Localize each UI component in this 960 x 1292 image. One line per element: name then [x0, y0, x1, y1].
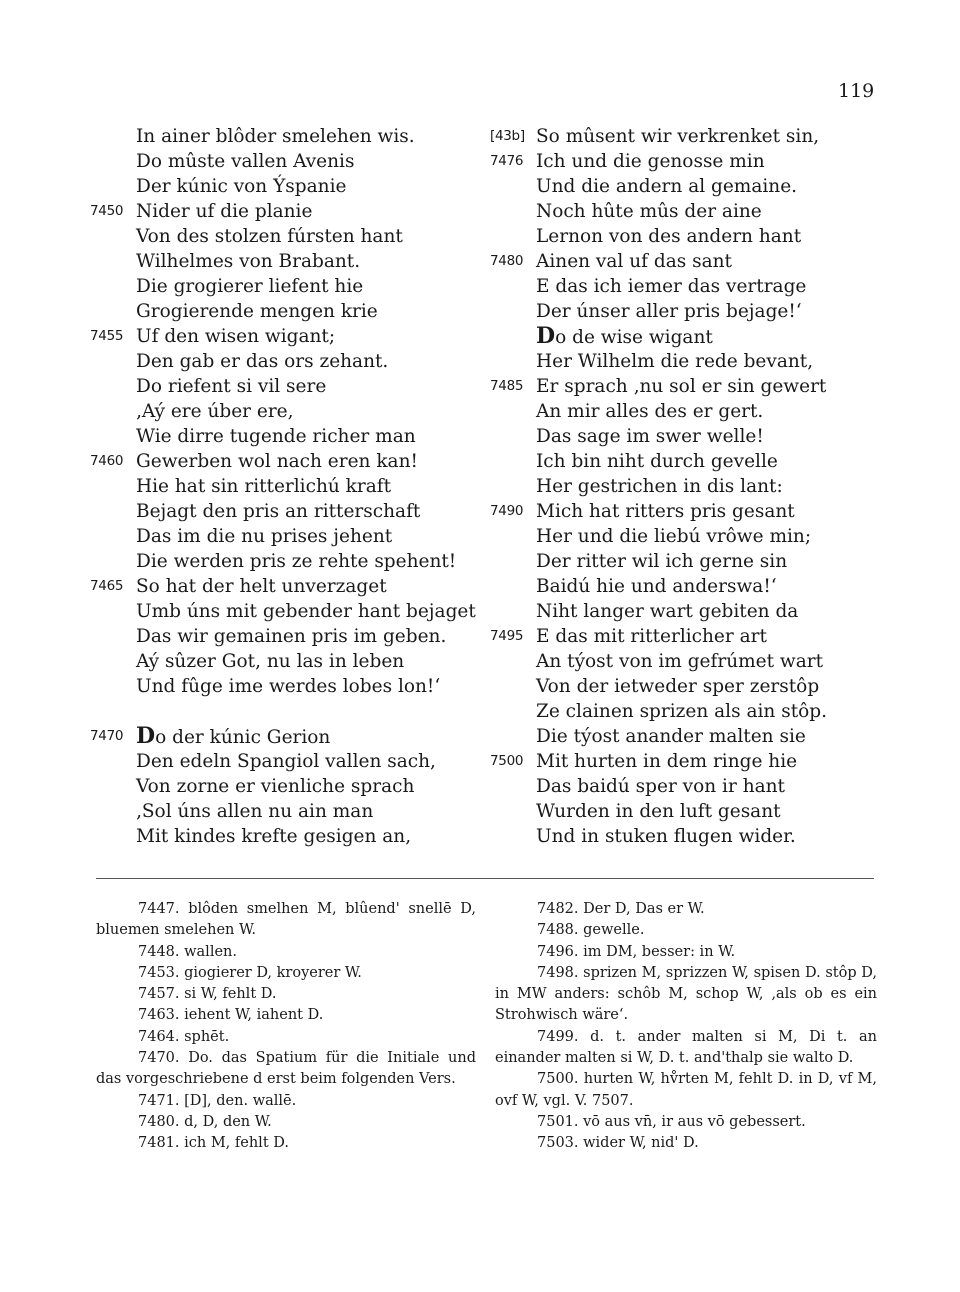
verse-text [536, 374, 826, 399]
verse-text [136, 824, 411, 849]
verse-words: Ze clainen sprizen als ain stôp. [536, 701, 828, 722]
verse-line [90, 699, 490, 724]
verse-words: Hie hat sin ritterlichú kraft [136, 476, 392, 497]
verse-line [90, 624, 490, 649]
verse-text [536, 324, 713, 350]
verse-line [90, 124, 490, 149]
line-number: 7476 [490, 153, 524, 169]
verse-words: Der únser aller pris bejage!‘ [536, 301, 802, 322]
verse-words: Der ritter wil ich gerne sin [536, 551, 788, 572]
footnote: 7464. sphēt. [138, 1028, 230, 1045]
verse-line [90, 374, 490, 399]
verse-text [136, 449, 418, 474]
verse-words: o der kúnic Gerion [155, 727, 331, 748]
line-number: 7460 [90, 453, 124, 469]
footnote: 7453. giogierer D, kroyerer W. [138, 964, 362, 981]
verse-words: An týost von im gefrúmet wart [536, 651, 824, 672]
verse-text [536, 349, 813, 374]
verse-line [90, 824, 490, 849]
verse-text [136, 324, 335, 349]
verse-line [490, 824, 890, 849]
line-number: 7450 [90, 203, 124, 219]
verse-words: Ich und die genosse min [536, 151, 765, 172]
verse-text [536, 549, 787, 574]
verse-text [536, 299, 802, 324]
verse-line [490, 224, 890, 249]
verse-text [136, 574, 387, 599]
verse-line [90, 524, 490, 549]
verse-text [136, 724, 330, 750]
footnote: 7457. si W, fehlt D. [138, 986, 277, 1003]
verse-words: Das im die nu prises jehent [136, 526, 393, 547]
verse-line [90, 724, 490, 749]
footnote: 7501. vō aus vn̄, ir aus vō gebessert. [537, 1113, 806, 1130]
footnote-divider [96, 878, 874, 879]
verse-text [536, 724, 806, 749]
verse-words: Den edeln Spangiol vallen sach, [136, 751, 436, 772]
verse-line [90, 399, 490, 424]
verse-line [490, 274, 890, 299]
verse-words: Den gab er das ors zehant. [136, 351, 389, 372]
verse-text [536, 624, 767, 649]
verse-text [136, 599, 476, 624]
footnotes-right [495, 899, 877, 1155]
verse-text [136, 274, 363, 299]
verse-text [136, 349, 388, 374]
verse-line [490, 774, 890, 799]
verse-column-right [490, 124, 890, 849]
verse-words: Do mûste vallen Avenis [136, 151, 355, 172]
verse-words: An mir alles des er gert. [536, 401, 764, 422]
verse-text [136, 624, 446, 649]
verse-words: Wie dirre tugende richer man [136, 426, 416, 447]
verse-words: In ainer blôder smelehen wis. [136, 126, 415, 147]
verse-text [536, 674, 819, 699]
verse-text [136, 674, 440, 699]
footnote: 7499. d. t. ander malten si M, Di t. an einander malten si W, D. t. and'thalp sie walto D. [495, 1028, 877, 1067]
verse-words: Und in stuken flugen wider. [536, 826, 796, 847]
verse-words: Wurden in den luft gesant [536, 801, 781, 822]
verse-line [90, 149, 490, 174]
verse-words: Bejagt den pris an ritterschaft [136, 501, 421, 522]
initial-letter: D [136, 723, 156, 749]
verse-words: Mit hurten in dem ringe hie [536, 751, 798, 772]
verse-line [90, 224, 490, 249]
verse-words: Grogierende mengen krie [136, 301, 378, 322]
verse-text [136, 424, 416, 449]
verse-words: Die grogierer liefent hie [136, 276, 364, 297]
verse-line [90, 174, 490, 199]
footnote: 7496. im DM, besser: in W. [537, 943, 736, 960]
verse-words: Er sprach ‚nu sol er sin gewert [536, 376, 827, 397]
verse-text [536, 599, 798, 624]
footnote: 7447. blôden smelhen M, blûend' snellē D, bluemen smelehen W. [96, 901, 476, 939]
verse-text [136, 149, 354, 174]
verse-text [536, 474, 783, 499]
line-number: 7470 [90, 728, 124, 744]
verse-line [490, 724, 890, 749]
verse-words: Aý sûzer Got, nu las in leben [136, 651, 405, 672]
verse-line [90, 474, 490, 499]
verse-words: Gewerben wol nach eren kan! [136, 451, 418, 472]
footnote: 7498. sprizen M, sprizzen W, spisen D. stôp D, in MW anders: schôb M, schop W, ‚als ob es ein Strohwisch wäre‘. [495, 964, 877, 1024]
verse-line [490, 474, 890, 499]
verse-text [536, 249, 732, 274]
line-number: 7465 [90, 578, 124, 594]
verse-words: Die werden pris ze rehte spehent! [136, 551, 457, 572]
verse-text [136, 374, 326, 399]
verse-words: ‚Aý ere úber ere, [136, 401, 294, 422]
line-number: 7495 [490, 628, 524, 644]
verse-text [536, 399, 763, 424]
verse-line [90, 574, 490, 599]
verse-line [490, 349, 890, 374]
line-number: 7480 [490, 253, 524, 269]
verse-text [136, 649, 404, 674]
verse-words: Das wir gemainen pris im geben. [136, 626, 447, 647]
verse-line [490, 749, 890, 774]
verse-words: Ich bin niht durch gevelle [536, 451, 778, 472]
verse-words: Von zorne er vienliche sprach [136, 776, 415, 797]
verse-words: Niht langer wart gebiten da [536, 601, 799, 622]
verse-line [90, 599, 490, 624]
verse-text [536, 174, 797, 199]
verse-words: E das ich iemer das vertrage [536, 276, 807, 297]
page-number: 119 [838, 80, 875, 102]
verse-text [136, 774, 414, 799]
verse-words: Ainen val uf das sant [536, 251, 732, 272]
verse-line [490, 524, 890, 549]
verse-line [90, 749, 490, 774]
footnote: 7500. hurten W, hv̊rten M, fehlt D. in D, vf M, ovf W, vgl. V. 7507. [495, 1071, 877, 1109]
verse-line [490, 324, 890, 349]
verse-line [490, 549, 890, 574]
verse-words: Das baidú sper von ir hant [536, 776, 785, 797]
line-number: 7490 [490, 503, 524, 519]
verse-text [536, 149, 765, 174]
verse-text [536, 199, 762, 224]
line-number: [43b] [490, 128, 525, 144]
verse-text [136, 499, 420, 524]
verse-text [136, 549, 456, 574]
verse-line [490, 799, 890, 824]
verse-line [90, 299, 490, 324]
line-number: 7455 [90, 328, 124, 344]
verse-line [490, 449, 890, 474]
verse-line [490, 499, 890, 524]
verse-line [490, 649, 890, 674]
verse-words: Do riefent si vil sere [136, 376, 327, 397]
verse-text [136, 474, 391, 499]
verse-words: So mûsent wir verkrenket sin, [536, 126, 820, 147]
verse-words: Uf den wisen wigant; [136, 326, 336, 347]
verse-line [490, 599, 890, 624]
verse-column-left [90, 124, 490, 849]
initial-letter: D [536, 323, 556, 349]
verse-words: Nider uf die planie [136, 201, 313, 222]
verse-line [90, 349, 490, 374]
verse-line [90, 674, 490, 699]
verse-line [490, 199, 890, 224]
footnote: 7488. gewelle. [537, 922, 645, 939]
verse-line [490, 249, 890, 274]
verse-text [136, 249, 360, 274]
verse-words: Von des stolzen fúrsten hant [136, 226, 403, 247]
footnote: 7481. ich M, fehlt D. [138, 1135, 289, 1152]
verse-words: Wilhelmes von Brabant. [136, 251, 361, 272]
verse-line [490, 174, 890, 199]
verse-text [536, 649, 823, 674]
verse-words: Mit kindes krefte gesigen an, [136, 826, 412, 847]
verse-words: Und fûge ime werdes lobes lon!‘ [136, 676, 441, 697]
verse-line [90, 324, 490, 349]
verse-words: Der kúnic von Ýspanie [136, 176, 347, 197]
verse-line [490, 299, 890, 324]
verse-line [90, 549, 490, 574]
verse-text [536, 774, 785, 799]
verse-text [536, 574, 777, 599]
verse-line [90, 274, 490, 299]
verse-text [136, 199, 312, 224]
footnote: 7463. iehent W, iahent D. [138, 1007, 324, 1024]
line-number: 7485 [490, 378, 524, 394]
verse-words: Das sage im swer welle! [536, 426, 764, 447]
verse-line [490, 699, 890, 724]
footnotes-left [96, 899, 476, 1155]
footnote: 7448. wallen. [138, 943, 237, 960]
footnote: 7470. Do. das Spatium für die Initiale und das vorgeschriebene d erst beim folgenden Vers. [96, 1050, 476, 1088]
verse-text [136, 524, 392, 549]
verse-text [536, 449, 778, 474]
verse-line [90, 424, 490, 449]
verse-line [90, 799, 490, 824]
verse-words: Baidú hie und anderswa!‘ [536, 576, 777, 597]
verse-line [490, 149, 890, 174]
line-number: 7500 [490, 753, 524, 769]
verse-text [536, 749, 797, 774]
verse-words: Die týost anander malten sie [536, 726, 806, 747]
verse-words: Noch hûte mûs der aine [536, 201, 762, 222]
verse-words: Und die andern al gemaine. [536, 176, 798, 197]
verse-line [90, 774, 490, 799]
verse-words: Her Wilhelm die rede bevant, [536, 351, 814, 372]
footnote: 7480. d, D, den W. [138, 1113, 272, 1130]
verse-text [536, 124, 819, 149]
verse-line [490, 399, 890, 424]
verse-text [136, 124, 415, 149]
verse-text [536, 824, 796, 849]
verse-words: E das mit ritterlicher art [536, 626, 767, 647]
verse-text [536, 799, 781, 824]
verse-words: Von der ietweder sper zerstôp [536, 676, 820, 697]
verse-text [536, 424, 764, 449]
verse-text [536, 524, 811, 549]
verse-text [136, 224, 403, 249]
verse-text [536, 274, 806, 299]
verse-text [136, 399, 294, 424]
verse-text [136, 174, 346, 199]
verse-text [136, 799, 373, 824]
verse-text [536, 224, 801, 249]
verse-words: Umb úns mit gebender hant bejaget [136, 601, 476, 622]
verse-words: Mich hat ritters pris gesant [536, 501, 795, 522]
verse-line [490, 574, 890, 599]
footnote: 7503. wider W, nid' D. [537, 1135, 699, 1152]
verse-words: Lernon von des andern hant [536, 226, 802, 247]
verse-words: So hat der helt unverzaget [136, 576, 387, 597]
verse-text [536, 499, 795, 524]
verse-line [90, 199, 490, 224]
verse-words: ‚Sol úns allen nu ain man [136, 801, 374, 822]
footnote: 7471. [D], den. wallē. [138, 1092, 297, 1109]
verse-line [90, 449, 490, 474]
verse-text [136, 299, 378, 324]
verse-line [90, 249, 490, 274]
verse-text [536, 699, 827, 724]
verse-line [490, 374, 890, 399]
verse-words: Her und die liebú vrôwe min; [536, 526, 812, 547]
verse-line [490, 124, 890, 149]
verse-words: o de wise wigant [555, 327, 713, 348]
verse-text [136, 749, 436, 774]
verse-line [490, 624, 890, 649]
verse-words: Her gestrichen in dis lant: [536, 476, 783, 497]
footnote: 7482. Der D, Das er W. [537, 901, 705, 917]
verse-line [90, 499, 490, 524]
verse-line [490, 424, 890, 449]
verse-line [490, 674, 890, 699]
verse-line [90, 649, 490, 674]
